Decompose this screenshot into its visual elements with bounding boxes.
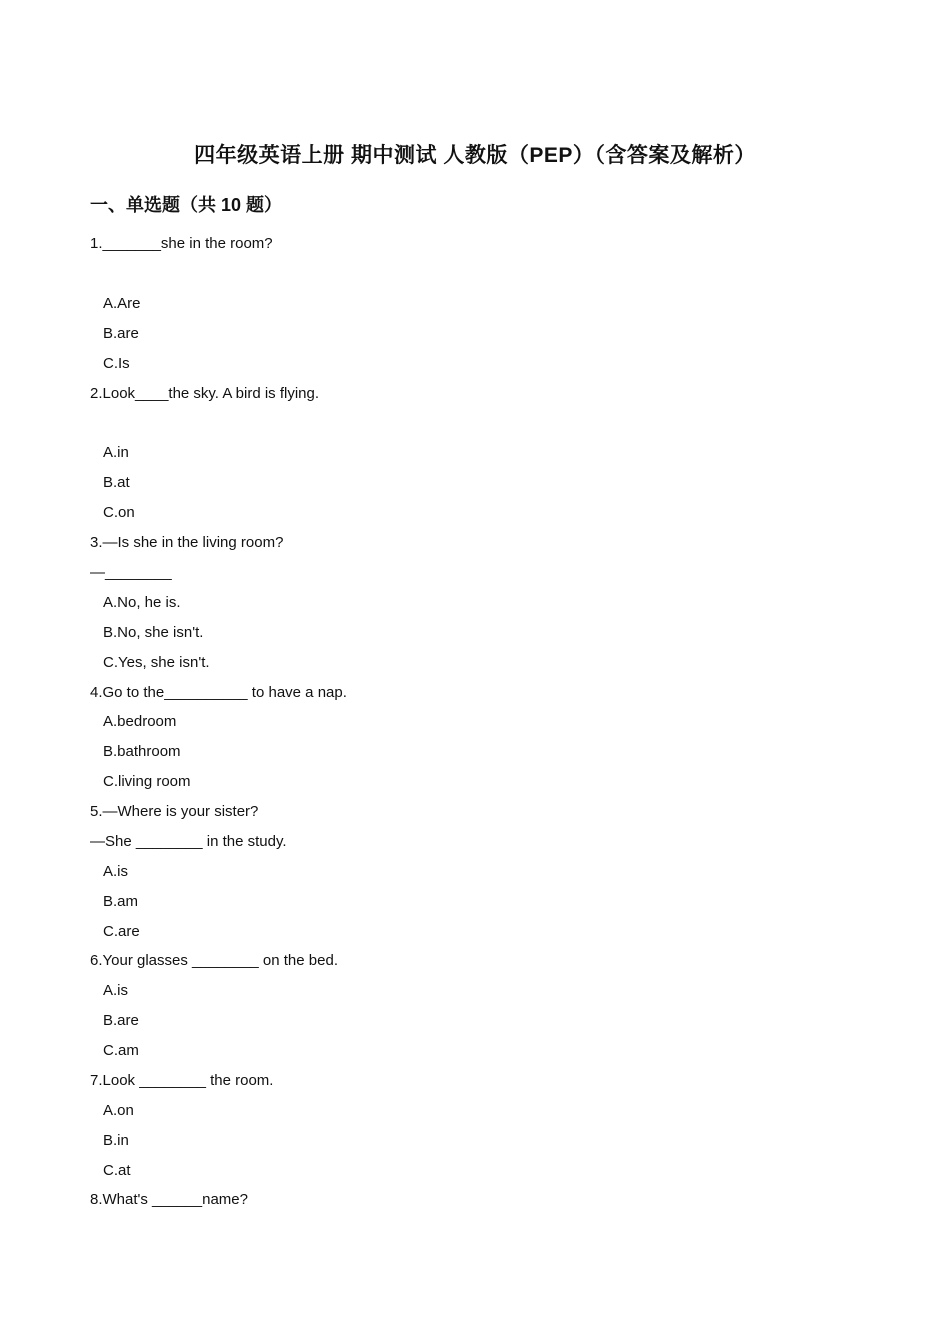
- question-4-option-b: B.bathroom: [103, 743, 181, 760]
- question-6-option-b: B.are: [103, 1012, 139, 1029]
- question-1-stem: 1._______she in the room?: [90, 235, 273, 252]
- question-3-stem: 3.—Is she in the living room?: [90, 534, 284, 551]
- section-heading: 一、单选题（共 10 题）: [90, 195, 283, 215]
- question-7-option-c: C.at: [103, 1162, 131, 1179]
- question-2-option-a: A.in: [103, 444, 129, 461]
- question-6-stem: 6.Your glasses ________ on the bed.: [90, 952, 338, 969]
- question-4-stem: 4.Go to the__________ to have a nap.: [90, 684, 347, 701]
- question-6-option-a: A.is: [103, 982, 129, 999]
- question-2-stem: 2.Look____the sky. A bird is flying.: [90, 385, 320, 402]
- question-7-option-a: A.on: [103, 1102, 134, 1119]
- question-2-option-c: C.on: [103, 504, 135, 521]
- question-3-option-a: A.No, he is.: [103, 594, 181, 611]
- question-8-stem: 8.What's ______name?: [90, 1191, 248, 1208]
- question-2-option-b: B.at: [103, 474, 130, 491]
- page-title: 四年级英语上册 期中测试 人教版（PEP）（含答案及解析）: [194, 144, 756, 167]
- question-4-option-a: A.bedroom: [103, 713, 177, 730]
- question-6-option-c: C.am: [103, 1042, 139, 1059]
- question-1-option-b: B.are: [103, 325, 139, 342]
- question-3-option-b: B.No, she isn't.: [103, 624, 204, 641]
- question-5-option-a: A.is: [103, 863, 129, 880]
- question-5-stem: 5.—Where is your sister?: [90, 803, 259, 820]
- question-3-answer-line: —________: [90, 564, 172, 581]
- question-5-answer-line: —She ________ in the study.: [90, 833, 287, 850]
- question-7-stem: 7.Look ________ the room.: [90, 1072, 274, 1089]
- question-4-option-c: C.living room: [103, 773, 191, 790]
- question-5-option-c: C.are: [103, 923, 140, 940]
- question-7-option-b: B.in: [103, 1132, 129, 1149]
- question-1-option-c: C.Is: [103, 355, 130, 372]
- question-3-option-c: C.Yes, she isn't.: [103, 654, 210, 671]
- question-1-option-a: A.Are: [103, 295, 141, 312]
- question-5-option-b: B.am: [103, 893, 139, 910]
